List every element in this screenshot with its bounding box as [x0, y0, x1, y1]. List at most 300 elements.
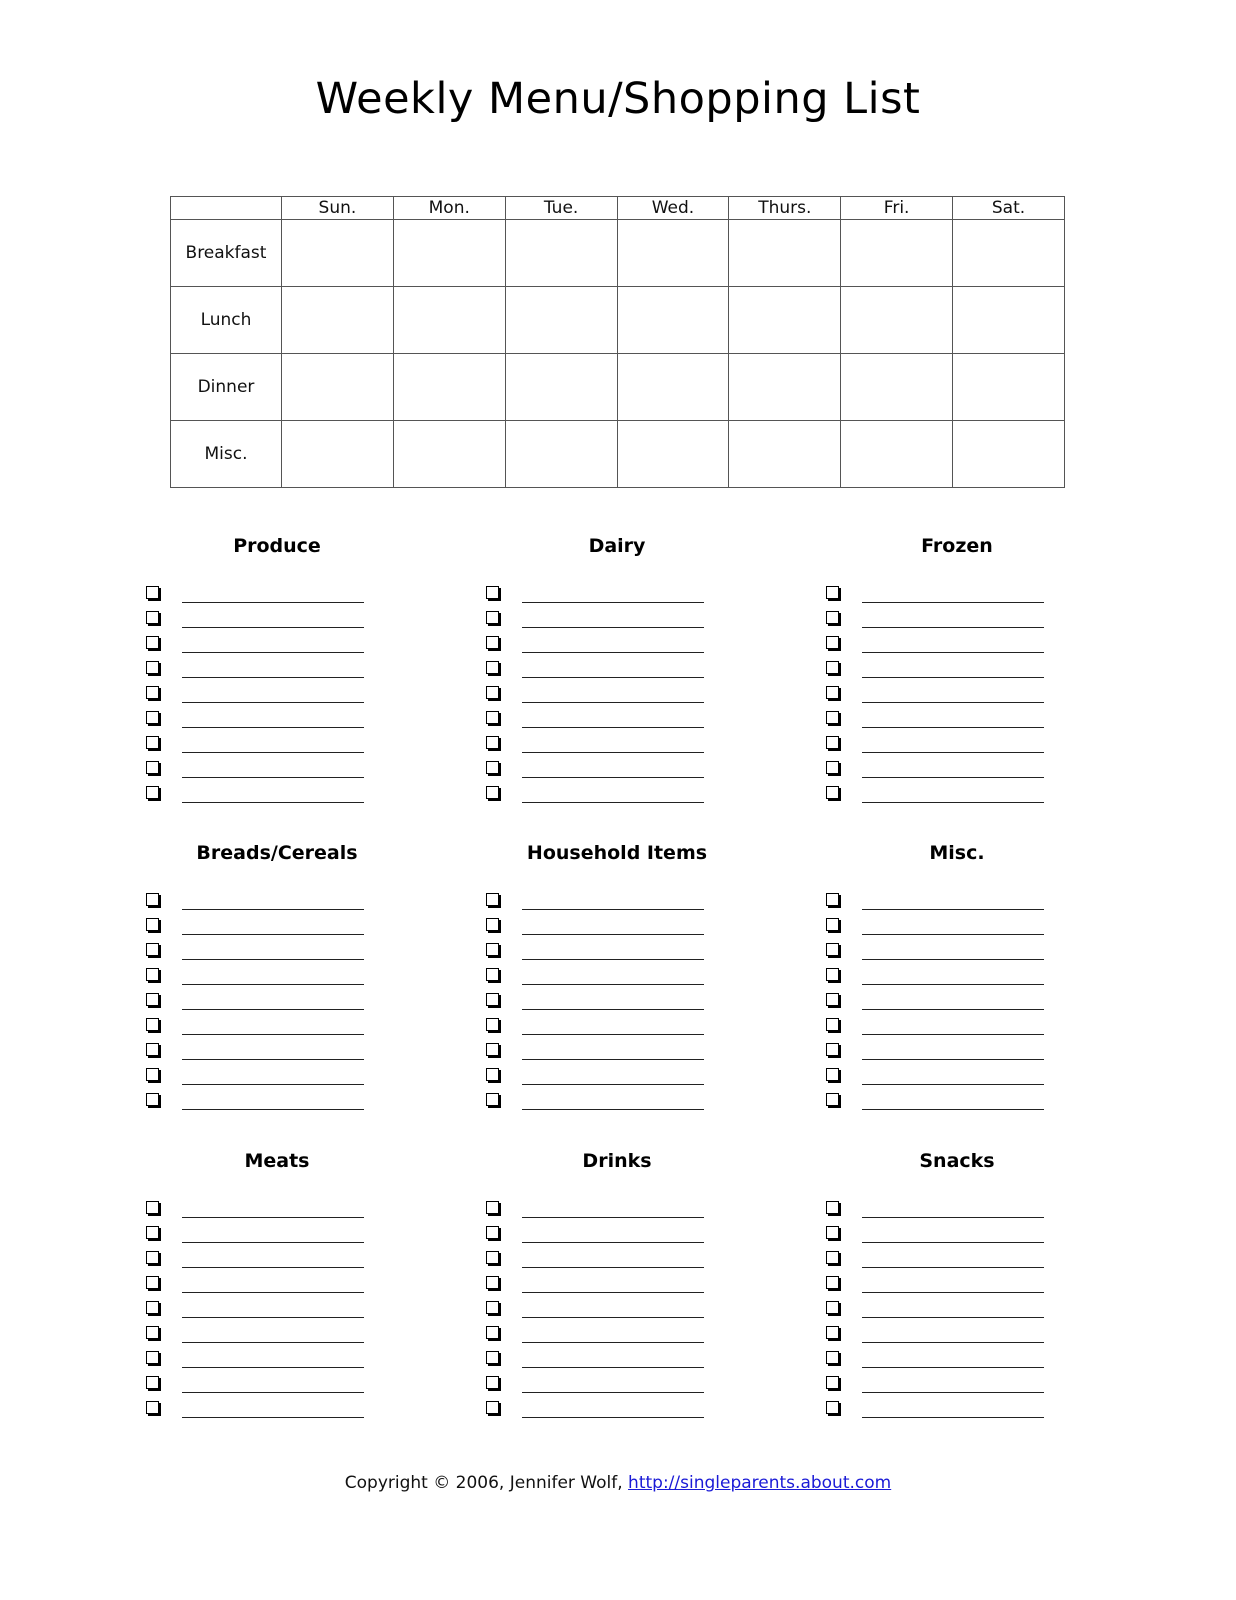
item-checkbox[interactable] [486, 1068, 499, 1081]
item-write-line[interactable] [182, 777, 364, 778]
item-checkbox[interactable] [146, 1251, 159, 1264]
item-write-line[interactable] [182, 727, 364, 728]
list-item [146, 1195, 386, 1220]
item-checkbox[interactable] [826, 993, 839, 1006]
menu-cell[interactable] [393, 220, 505, 287]
item-write-line[interactable] [862, 677, 1044, 678]
list-item [486, 1345, 726, 1370]
list-item [486, 1370, 726, 1395]
menu-cell[interactable] [841, 354, 953, 421]
item-checkbox[interactable] [826, 943, 839, 956]
section-snacks [826, 1147, 1066, 1420]
list-item [146, 630, 386, 655]
item-checkbox[interactable] [146, 1201, 159, 1214]
item-write-line[interactable] [182, 677, 364, 678]
item-checkbox[interactable] [146, 1018, 159, 1031]
item-write-line[interactable] [522, 1392, 704, 1393]
item-checkbox[interactable] [146, 661, 159, 674]
item-checkbox[interactable] [826, 1376, 839, 1389]
list-item [486, 780, 726, 805]
item-write-line[interactable] [522, 627, 704, 628]
menu-corner-cell [171, 197, 282, 220]
section-title: Produce [233, 535, 321, 557]
item-write-line[interactable] [862, 1367, 1044, 1368]
item-write-line[interactable] [522, 1342, 704, 1343]
item-checkbox[interactable] [486, 786, 499, 799]
item-write-line[interactable] [522, 984, 704, 985]
item-checkbox[interactable] [486, 1201, 499, 1214]
day-header: Wed. [617, 197, 729, 220]
item-checkbox[interactable] [486, 993, 499, 1006]
menu-cell[interactable] [505, 354, 617, 421]
item-checkbox[interactable] [146, 1093, 159, 1106]
day-header: Thurs. [729, 197, 841, 220]
item-write-line[interactable] [182, 959, 364, 960]
item-write-line[interactable] [862, 727, 1044, 728]
list-item [826, 1370, 1066, 1395]
item-checkbox[interactable] [486, 1326, 499, 1339]
item-write-line[interactable] [522, 777, 704, 778]
item-write-line[interactable] [182, 1342, 364, 1343]
item-checkbox[interactable] [486, 968, 499, 981]
day-header: Fri. [841, 197, 953, 220]
list-item [146, 655, 386, 680]
list-item [146, 1395, 386, 1420]
item-write-line[interactable] [522, 1059, 704, 1060]
list-item [486, 680, 726, 705]
item-checkbox[interactable] [826, 1093, 839, 1106]
item-write-line[interactable] [862, 702, 1044, 703]
item-checkbox[interactable] [826, 1251, 839, 1264]
menu-cell[interactable] [617, 220, 729, 287]
item-write-line[interactable] [182, 1009, 364, 1010]
item-write-line[interactable] [522, 1109, 704, 1110]
list-item [826, 605, 1066, 630]
item-write-line[interactable] [182, 1242, 364, 1243]
item-checkbox[interactable] [146, 1068, 159, 1081]
list-item [826, 1087, 1066, 1112]
item-checkbox[interactable] [826, 686, 839, 699]
meal-label: Breakfast [171, 220, 282, 287]
item-checkbox[interactable] [826, 736, 839, 749]
list-item [486, 705, 726, 730]
menu-cell[interactable] [841, 287, 953, 354]
item-write-line[interactable] [182, 652, 364, 653]
item-checkbox[interactable] [826, 1043, 839, 1056]
item-write-line[interactable] [862, 1034, 1044, 1035]
item-checkbox[interactable] [146, 611, 159, 624]
list-item [826, 912, 1066, 937]
list-item [826, 1395, 1066, 1420]
section-title: Dairy [588, 535, 646, 557]
list-item [486, 755, 726, 780]
item-checkbox[interactable] [486, 611, 499, 624]
list-item [826, 1012, 1066, 1037]
item-write-line[interactable] [182, 1109, 364, 1110]
list-item [826, 680, 1066, 705]
list-item [486, 1320, 726, 1345]
item-write-line[interactable] [522, 652, 704, 653]
menu-cell[interactable] [617, 421, 729, 488]
item-write-line[interactable] [522, 802, 704, 803]
list-item [146, 1087, 386, 1112]
copyright-text: Copyright © 2006, Jennifer Wolf, [344, 1473, 623, 1493]
item-write-line[interactable] [862, 602, 1044, 603]
item-checkbox[interactable] [826, 1018, 839, 1031]
item-write-line[interactable] [862, 984, 1044, 985]
item-write-line[interactable] [862, 1059, 1044, 1060]
list-item [486, 1012, 726, 1037]
item-checkbox[interactable] [486, 1093, 499, 1106]
item-checkbox[interactable] [146, 586, 159, 599]
section-dairy [486, 532, 726, 805]
list-item [826, 755, 1066, 780]
item-checkbox[interactable] [826, 661, 839, 674]
list-item [826, 630, 1066, 655]
list-item [146, 1220, 386, 1245]
item-write-line[interactable] [182, 602, 364, 603]
item-checkbox[interactable] [826, 1068, 839, 1081]
item-write-line[interactable] [522, 959, 704, 960]
item-write-line[interactable] [862, 1392, 1044, 1393]
item-checkbox[interactable] [146, 993, 159, 1006]
item-write-line[interactable] [522, 1217, 704, 1218]
item-write-line[interactable] [522, 1292, 704, 1293]
item-checkbox[interactable] [486, 893, 499, 906]
menu-cell[interactable] [953, 421, 1065, 488]
item-write-line[interactable] [182, 1084, 364, 1085]
menu-cell[interactable] [282, 421, 394, 488]
list-item [826, 580, 1066, 605]
item-checkbox[interactable] [486, 1376, 499, 1389]
list-item [146, 887, 386, 912]
list-item [486, 912, 726, 937]
item-write-line[interactable] [182, 1292, 364, 1293]
item-checkbox[interactable] [146, 968, 159, 981]
meal-row [171, 287, 1065, 354]
list-item [486, 1220, 726, 1245]
list-item [486, 630, 726, 655]
menu-cell[interactable] [505, 421, 617, 488]
item-write-line[interactable] [862, 1084, 1044, 1085]
menu-cell[interactable] [729, 421, 841, 488]
item-checkbox[interactable] [486, 711, 499, 724]
day-header: Sat. [953, 197, 1065, 220]
item-write-line[interactable] [862, 1009, 1044, 1010]
item-write-line[interactable] [522, 1317, 704, 1318]
section-household-items [486, 839, 726, 1112]
item-checkbox[interactable] [826, 1201, 839, 1214]
section-produce [146, 532, 386, 805]
item-write-line[interactable] [862, 1342, 1044, 1343]
item-checkbox[interactable] [486, 586, 499, 599]
item-write-line[interactable] [862, 777, 1044, 778]
item-checkbox[interactable] [146, 1301, 159, 1314]
list-item [146, 937, 386, 962]
list-item [486, 1062, 726, 1087]
list-item [146, 1295, 386, 1320]
item-checkbox[interactable] [486, 661, 499, 674]
meal-label: Lunch [171, 287, 282, 354]
list-item [146, 780, 386, 805]
list-item [486, 887, 726, 912]
list-item [826, 1220, 1066, 1245]
list-item [146, 1037, 386, 1062]
item-checkbox[interactable] [826, 586, 839, 599]
item-checkbox[interactable] [146, 636, 159, 649]
meal-row [171, 421, 1065, 488]
section-title: Drinks [582, 1150, 652, 1172]
item-write-line[interactable] [182, 702, 364, 703]
list-item [826, 1037, 1066, 1062]
menu-cell[interactable] [617, 354, 729, 421]
item-write-line[interactable] [862, 1267, 1044, 1268]
item-write-line[interactable] [862, 909, 1044, 910]
item-write-line[interactable] [182, 1034, 364, 1035]
item-checkbox[interactable] [486, 1401, 499, 1414]
item-checkbox[interactable] [826, 893, 839, 906]
item-checkbox[interactable] [486, 943, 499, 956]
item-write-line[interactable] [862, 959, 1044, 960]
menu-cell[interactable] [505, 287, 617, 354]
item-write-line[interactable] [522, 934, 704, 935]
menu-cell[interactable] [617, 287, 729, 354]
item-checkbox[interactable] [486, 736, 499, 749]
menu-cell[interactable] [953, 287, 1065, 354]
menu-cell[interactable] [282, 354, 394, 421]
menu-cell[interactable] [505, 220, 617, 287]
weekly-menu-table [170, 196, 1065, 488]
item-write-line[interactable] [182, 1059, 364, 1060]
list-item [146, 962, 386, 987]
item-checkbox[interactable] [826, 636, 839, 649]
item-checkbox[interactable] [146, 1401, 159, 1414]
section-title: Misc. [929, 842, 985, 864]
item-write-line[interactable] [522, 752, 704, 753]
item-write-line[interactable] [182, 627, 364, 628]
list-item [146, 1012, 386, 1037]
list-item [146, 580, 386, 605]
item-checkbox[interactable] [826, 1351, 839, 1364]
item-write-line[interactable] [862, 1417, 1044, 1418]
item-checkbox[interactable] [146, 943, 159, 956]
section-misc [826, 839, 1066, 1112]
list-item [146, 912, 386, 937]
menu-header-row [171, 197, 1065, 220]
list-item [146, 1245, 386, 1270]
menu-cell[interactable] [393, 287, 505, 354]
menu-cell[interactable] [841, 220, 953, 287]
item-write-line[interactable] [862, 934, 1044, 935]
section-meats [146, 1147, 386, 1420]
item-checkbox[interactable] [826, 1401, 839, 1414]
item-checkbox[interactable] [486, 761, 499, 774]
menu-cell[interactable] [841, 421, 953, 488]
list-item [486, 655, 726, 680]
item-checkbox[interactable] [146, 786, 159, 799]
list-item [146, 1270, 386, 1295]
item-checkbox[interactable] [146, 1226, 159, 1239]
item-checkbox[interactable] [826, 1301, 839, 1314]
list-item [486, 1037, 726, 1062]
item-checkbox[interactable] [486, 686, 499, 699]
item-write-line[interactable] [182, 1317, 364, 1318]
item-write-line[interactable] [182, 1367, 364, 1368]
item-write-line[interactable] [182, 984, 364, 985]
day-header: Mon. [393, 197, 505, 220]
section-drinks [486, 1147, 726, 1420]
section-title: Frozen [921, 535, 993, 557]
item-write-line[interactable] [522, 909, 704, 910]
menu-cell[interactable] [282, 220, 394, 287]
item-checkbox[interactable] [486, 1301, 499, 1314]
item-write-line[interactable] [862, 1317, 1044, 1318]
list-item [826, 1295, 1066, 1320]
item-checkbox[interactable] [146, 736, 159, 749]
item-write-line[interactable] [522, 1267, 704, 1268]
item-write-line[interactable] [862, 1242, 1044, 1243]
item-write-line[interactable] [862, 1109, 1044, 1110]
item-write-line[interactable] [522, 727, 704, 728]
item-checkbox[interactable] [486, 1043, 499, 1056]
list-item [146, 1062, 386, 1087]
item-write-line[interactable] [862, 627, 1044, 628]
list-item [826, 1062, 1066, 1087]
page-title: Weekly Menu/Shopping List [315, 74, 921, 124]
menu-cell[interactable] [393, 421, 505, 488]
item-checkbox[interactable] [146, 1326, 159, 1339]
list-item [826, 962, 1066, 987]
meal-row [171, 354, 1065, 421]
list-item [486, 1087, 726, 1112]
item-checkbox[interactable] [146, 1351, 159, 1364]
item-checkbox[interactable] [146, 1276, 159, 1289]
menu-cell[interactable] [282, 287, 394, 354]
list-item [826, 1320, 1066, 1345]
item-write-line[interactable] [862, 1217, 1044, 1218]
menu-cell[interactable] [953, 220, 1065, 287]
list-item [486, 937, 726, 962]
item-write-line[interactable] [182, 1267, 364, 1268]
item-checkbox[interactable] [826, 611, 839, 624]
item-write-line[interactable] [522, 1009, 704, 1010]
list-item [486, 730, 726, 755]
list-item [146, 755, 386, 780]
list-item [486, 580, 726, 605]
list-item [826, 705, 1066, 730]
item-checkbox[interactable] [826, 1326, 839, 1339]
list-item [486, 605, 726, 630]
item-write-line[interactable] [522, 702, 704, 703]
menu-cell[interactable] [729, 287, 841, 354]
item-write-line[interactable] [522, 602, 704, 603]
list-item [826, 1195, 1066, 1220]
item-write-line[interactable] [522, 1242, 704, 1243]
item-checkbox[interactable] [146, 761, 159, 774]
item-checkbox[interactable] [826, 1226, 839, 1239]
item-checkbox[interactable] [486, 1226, 499, 1239]
item-checkbox[interactable] [146, 711, 159, 724]
meal-row [171, 220, 1065, 287]
list-item [146, 1345, 386, 1370]
item-write-line[interactable] [182, 934, 364, 935]
list-item [826, 1270, 1066, 1295]
item-checkbox[interactable] [826, 786, 839, 799]
item-write-line[interactable] [182, 909, 364, 910]
list-item [826, 1245, 1066, 1270]
item-write-line[interactable] [862, 802, 1044, 803]
menu-cell[interactable] [729, 220, 841, 287]
item-checkbox[interactable] [146, 1043, 159, 1056]
item-checkbox[interactable] [826, 918, 839, 931]
item-checkbox[interactable] [826, 761, 839, 774]
menu-cell[interactable] [953, 354, 1065, 421]
section-title: Household Items [526, 842, 708, 864]
item-checkbox[interactable] [486, 1018, 499, 1031]
item-write-line[interactable] [522, 1084, 704, 1085]
item-checkbox[interactable] [486, 1351, 499, 1364]
list-item [146, 705, 386, 730]
day-header: Tue. [505, 197, 617, 220]
menu-cell[interactable] [393, 354, 505, 421]
item-write-line[interactable] [182, 752, 364, 753]
list-item [486, 987, 726, 1012]
list-item [826, 1345, 1066, 1370]
item-write-line[interactable] [522, 1417, 704, 1418]
list-item [486, 1245, 726, 1270]
list-item [486, 1395, 726, 1420]
item-write-line[interactable] [862, 652, 1044, 653]
item-write-line[interactable] [522, 1367, 704, 1368]
item-write-line[interactable] [862, 1292, 1044, 1293]
item-checkbox[interactable] [146, 686, 159, 699]
item-write-line[interactable] [182, 1217, 364, 1218]
meal-label: Dinner [171, 354, 282, 421]
item-write-line[interactable] [182, 802, 364, 803]
list-item [146, 605, 386, 630]
item-checkbox[interactable] [486, 1276, 499, 1289]
section-breads-cereals [146, 839, 386, 1112]
list-item [146, 987, 386, 1012]
list-item [486, 962, 726, 987]
list-item [146, 680, 386, 705]
list-item [486, 1295, 726, 1320]
website-link[interactable]: http://singleparents.about.com [628, 1473, 892, 1493]
item-write-line[interactable] [182, 1392, 364, 1393]
section-frozen [826, 532, 1066, 805]
item-write-line[interactable] [862, 752, 1044, 753]
list-item [826, 730, 1066, 755]
item-write-line[interactable] [182, 1417, 364, 1418]
item-write-line[interactable] [522, 1034, 704, 1035]
list-item [486, 1270, 726, 1295]
item-write-line[interactable] [522, 677, 704, 678]
item-checkbox[interactable] [826, 968, 839, 981]
item-checkbox[interactable] [146, 918, 159, 931]
list-item [826, 937, 1066, 962]
list-item [826, 655, 1066, 680]
item-checkbox[interactable] [486, 1251, 499, 1264]
item-checkbox[interactable] [826, 1276, 839, 1289]
list-item [826, 987, 1066, 1012]
menu-cell[interactable] [729, 354, 841, 421]
item-checkbox[interactable] [486, 918, 499, 931]
item-checkbox[interactable] [486, 636, 499, 649]
item-checkbox[interactable] [146, 893, 159, 906]
item-checkbox[interactable] [826, 711, 839, 724]
list-item [146, 1370, 386, 1395]
item-checkbox[interactable] [146, 1376, 159, 1389]
